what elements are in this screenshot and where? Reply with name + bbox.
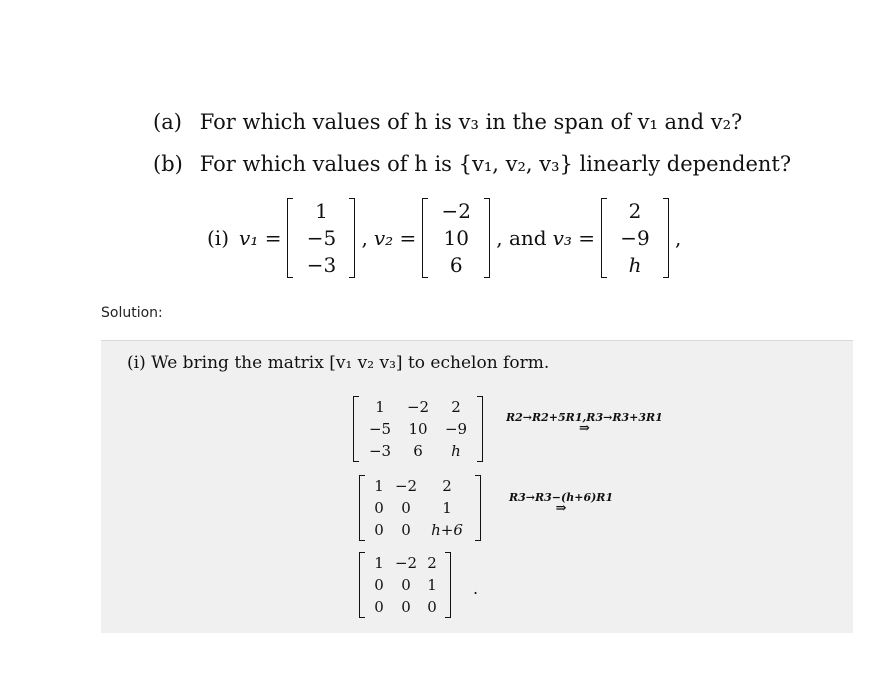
implies-arrow-icon: ⇒ — [555, 501, 567, 516]
matrix-2-entry: h+6 — [431, 521, 463, 539]
v2-entry: 10 — [443, 226, 469, 250]
v2-name: v₂ = — [373, 226, 417, 250]
matrix-3-entry: 0 — [374, 598, 384, 616]
matrix-1-entry: 1 — [375, 398, 385, 416]
vectors-end: , — [675, 226, 682, 250]
matrix-2 — [359, 475, 481, 541]
matrix-1-entry: 2 — [451, 398, 461, 416]
matrix-3 — [359, 552, 451, 618]
row-op-1-text: R2→R2+5R1,R3→R3+3R1 — [506, 411, 663, 424]
solution-intro: (i) We bring the matrix [v₁ v₂ v₃] to echelon form. — [127, 353, 550, 373]
solution-label: Solution: — [101, 305, 163, 321]
matrix-3-entry: 0 — [401, 576, 411, 594]
matrix-3-entry: 0 — [374, 576, 384, 594]
question-b — [153, 152, 791, 176]
question-a-label: (a) — [153, 110, 182, 134]
implies-arrow-icon: ⇒ — [578, 421, 590, 436]
row-op-2-text: R3→R3−(h+6)R1 — [509, 491, 614, 504]
question-b-label: (b) — [153, 152, 183, 176]
vectors-sep: , and — [496, 226, 547, 250]
matrix-3-entry: −2 — [394, 554, 418, 572]
matrix-2-entry: −2 — [394, 477, 418, 495]
v2-entry: 6 — [449, 253, 463, 277]
v1-entry: −3 — [306, 253, 337, 277]
row-op-2 — [509, 491, 614, 516]
matrix-3-entry: 0 — [401, 598, 411, 616]
v1-entry: 1 — [315, 199, 328, 223]
v3-entry: h — [628, 253, 642, 277]
vectors-label: (i) — [207, 226, 230, 250]
matrix-1-entry: 6 — [413, 442, 423, 460]
matrix-1-entry: −3 — [368, 442, 392, 460]
v3-entry: 2 — [628, 199, 642, 223]
matrix-2-entry: 0 — [401, 521, 411, 539]
matrix-1-entry: h — [451, 442, 461, 460]
question-a-text: For which values of h is v₃ in the span of v₁ and v₂? — [199, 110, 743, 134]
matrix-3-entry: 1 — [427, 576, 437, 594]
matrix-1-entry: −9 — [444, 420, 468, 438]
matrix-1 — [353, 396, 483, 462]
row-op-1 — [506, 411, 663, 436]
matrix-1-entry: −5 — [368, 420, 392, 438]
vectors-definition — [207, 196, 681, 280]
v2-vector — [422, 198, 490, 278]
matrix-2-entry: 0 — [374, 499, 384, 517]
matrix-2-entry: 1 — [442, 499, 452, 517]
question-a — [153, 110, 742, 134]
v3-entry: −9 — [620, 226, 650, 250]
matrix-2-entry: 1 — [374, 477, 384, 495]
matrix-1-entry: −2 — [406, 398, 430, 416]
matrix-3-entry: 1 — [374, 554, 384, 572]
v1-entry: −5 — [306, 226, 337, 250]
matrix-2-entry: 0 — [401, 499, 411, 517]
v3-name: v₃ = — [552, 226, 596, 250]
matrix-2-entry: 2 — [442, 477, 452, 495]
question-b-text: For which values of h is {v₁, v₂, v₃} linearly dependent? — [199, 152, 792, 176]
matrix-3-entry: 2 — [427, 554, 437, 572]
matrix-1-entry: 10 — [408, 420, 428, 438]
v1-name: v₁ = — [239, 226, 282, 250]
vectors-sep: , — [361, 226, 368, 250]
matrix-3-period: . — [473, 579, 479, 598]
matrix-2-entry: 0 — [374, 521, 384, 539]
matrix-3-entry: 0 — [427, 598, 437, 616]
v1-vector — [287, 198, 355, 278]
v2-entry: −2 — [441, 199, 471, 223]
solution-box — [101, 340, 853, 633]
v3-vector — [601, 198, 669, 278]
